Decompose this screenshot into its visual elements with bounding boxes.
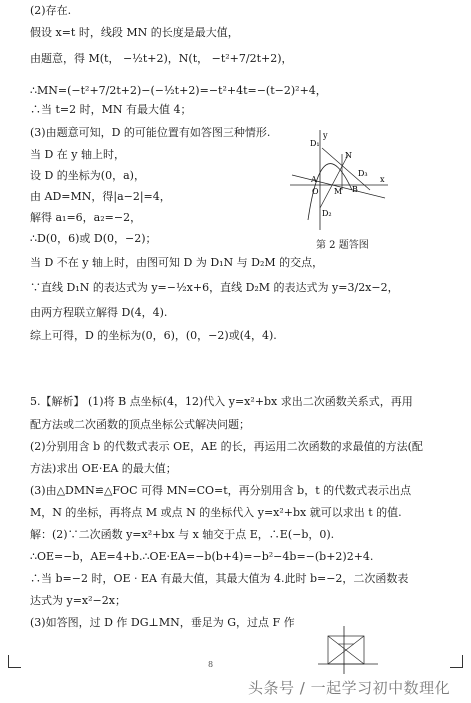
- label-d3: D₃: [358, 169, 368, 178]
- label-m: M: [334, 187, 343, 196]
- text-line: 5.【解析】 (1)将 B 点坐标(4，12)代入 y=x²+bx 求出二次函数关系式，再用: [30, 395, 413, 408]
- text-line: 设 D 的坐标为(0，a)，: [30, 169, 145, 182]
- label-x: x: [380, 175, 385, 184]
- text-line: 解得 a₁=6，a₂=−2，: [30, 211, 142, 224]
- line-d2-m: [320, 155, 348, 208]
- text-line: (2)分别用含 b 的代数式表示 OE，AE 的长，再运用二次函数的求最值的方法(配: [30, 440, 423, 453]
- text-line: 假设 x=t 时，线段 MN 的长度是最大值，: [30, 26, 239, 39]
- text-line: 由两方程联立解得 D(4，4).: [30, 306, 168, 319]
- text-line: 达式为 y=x²−2x；: [30, 594, 126, 607]
- corner-mark: [450, 655, 463, 668]
- figure-caption: 第 2 题答图: [316, 240, 369, 251]
- text-line: ∴当 t=2 时，MN 有最大值 4；: [30, 103, 192, 116]
- text-line: 由题意，得 M(t， −½t+2)，N(t， −t²+7/2t+2)，: [30, 52, 293, 65]
- label-d2: D₂: [322, 209, 332, 218]
- text-line: ∴MN=(−t²+7/2t+2)−(−½t+2)=−t²+4t=−(t−2)²+4，: [30, 84, 327, 97]
- text-line: (2)存在.: [30, 4, 72, 17]
- text-line: 综上可得，D 的坐标为(0，6)，(0，−2)或(4，4).: [30, 329, 277, 342]
- text-line: 当 D 不在 y 轴上时，由图可知 D 为 D₁N 与 D₂M 的交点，: [30, 256, 324, 269]
- text-line: (3)由题意可知，D 的可能位置有如答图三种情形.: [30, 126, 271, 139]
- watermark: 头条号 / 一起学习初中数理化: [248, 679, 451, 697]
- text-line: 方法)求出 OE·EA 的最大值；: [30, 462, 177, 475]
- text-line: 配方法或二次函数的顶点坐标公式解决问题；: [30, 418, 250, 431]
- label-o: O: [312, 187, 319, 196]
- text-line: 解：(2)∵二次函数 y=x²+bx 与 x 轴交于点 E，∴E(−b，0).: [30, 528, 335, 541]
- question-5-figure: [318, 626, 378, 674]
- text-line: 当 D 在 y 轴上时，: [30, 148, 126, 161]
- label-y: y: [323, 131, 328, 140]
- text-line: M，N 的坐标，再将点 M 或点 N 的坐标代入 y=x²+bx 就可以求出 t 的值.: [30, 506, 402, 519]
- label-b: B: [352, 185, 358, 194]
- corner-mark: [8, 655, 21, 668]
- text-line: ∴当 b=−2 时，OE · EA 有最大值，其最大值为 4.此时 b=−2，二次函数表: [30, 572, 409, 585]
- label-d1: D₁: [310, 139, 320, 148]
- question-2-figure: [290, 130, 390, 235]
- text-line: ∴OE=−b，AE=4+b.∴OE·EA=−b(b+4)=−b²−4b=−(b+2)2+4.: [30, 550, 374, 563]
- text-line: 由 AD=MN，得|a−2|=4，: [30, 190, 171, 203]
- text-line: ∵直线 D₁N 的表达式为 y=−½x+6，直线 D₂M 的表达式为 y=3/2x−2，: [30, 281, 399, 294]
- label-n: N: [345, 151, 352, 160]
- text-line: ∴D(0，6)或 D(0，−2)；: [30, 232, 157, 245]
- text-line: (3)如答图，过 D 作 DG⊥MN，垂足为 G，过点 F 作: [30, 616, 295, 629]
- text-line: (3)由△DMN≌△FOC 可得 MN=CO=t，再分别用含 b，t 的代数式表示出点: [30, 484, 412, 497]
- page-number: 8: [208, 660, 214, 669]
- label-a: A: [311, 175, 317, 184]
